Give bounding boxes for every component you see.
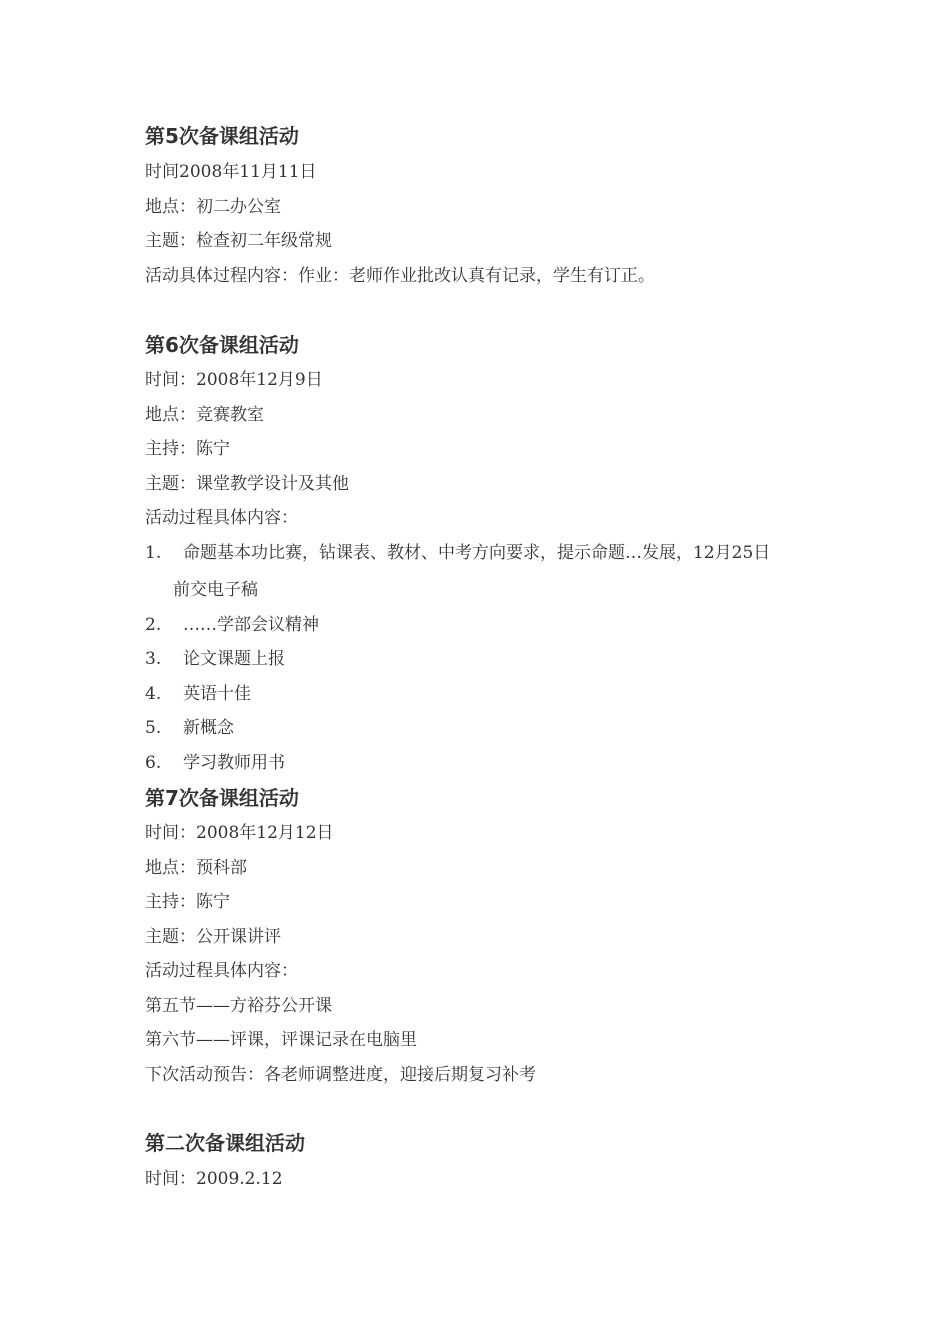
- section-7-line-period-6: 第六节——评课，评课记录在电脑里: [145, 1030, 417, 1050]
- section-6-time: 时间：2008年12月9日: [145, 370, 323, 390]
- section-2-heading: 第二次备课组活动: [145, 1131, 305, 1155]
- section-6-heading: 第6次备课组活动: [145, 333, 299, 357]
- section-7-line-period-5: 第五节——方裕芬公开课: [145, 996, 332, 1016]
- section-5-content: 活动具体过程内容：作业：老师作业批改认真有记录，学生有订正。: [145, 266, 655, 286]
- section-7-topic: 主题：公开课讲评: [145, 927, 281, 947]
- list-item: 新概念: [183, 718, 234, 738]
- section-6-topic: 主题：课堂教学设计及其他: [145, 474, 349, 494]
- list-item: 命题基本功比赛，钻课表、教材、中考方向要求，提示命题…发展，12月25日: [183, 543, 771, 563]
- list-item-number: 5.: [145, 718, 162, 738]
- section-7-content-label: 活动过程具体内容：: [145, 961, 298, 981]
- list-item: ……学部会议精神: [183, 615, 319, 635]
- section-5-heading: 第5次备课组活动: [145, 124, 299, 148]
- list-item-continuation: 前交电子稿: [173, 580, 258, 600]
- section-7-heading: 第7次备课组活动: [145, 786, 299, 810]
- section-2-time: 时间：2009.2.12: [145, 1169, 283, 1189]
- section-6-location: 地点：竞赛教室: [145, 405, 264, 425]
- list-item-number: 4.: [145, 684, 162, 704]
- list-item-number: 3.: [145, 649, 162, 669]
- list-item: 英语十佳: [183, 684, 251, 704]
- section-7-location: 地点：预科部: [145, 858, 247, 878]
- section-6-content-label: 活动过程具体内容：: [145, 508, 298, 528]
- section-5-location: 地点：初二办公室: [145, 197, 281, 217]
- section-7-time: 时间：2008年12月12日: [145, 823, 334, 843]
- section-6-host: 主持：陈宁: [145, 439, 230, 459]
- list-item-number: 1.: [145, 543, 162, 563]
- list-item: 学习教师用书: [183, 753, 285, 773]
- section-7-host: 主持：陈宁: [145, 892, 230, 912]
- section-5-time: 时间2008年11月11日: [145, 162, 317, 182]
- section-7-next-preview: 下次活动预告：各老师调整进度，迎接后期复习补考: [145, 1065, 536, 1085]
- list-item: 论文课题上报: [183, 649, 285, 669]
- section-5-topic: 主题：检查初二年级常规: [145, 231, 332, 251]
- list-item-number: 6.: [145, 753, 162, 773]
- list-item-number: 2.: [145, 615, 162, 635]
